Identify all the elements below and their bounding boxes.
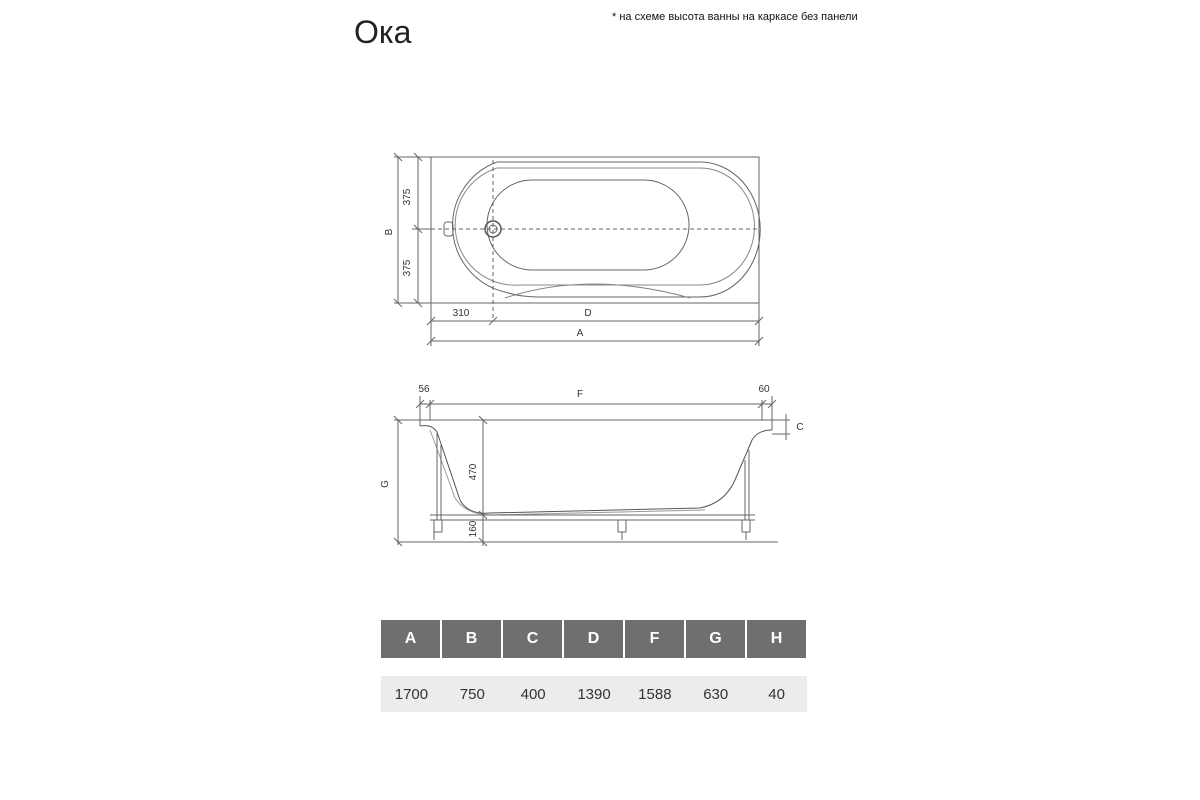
spec-header-d: D bbox=[564, 620, 623, 658]
spec-value-b: 750 bbox=[459, 685, 485, 703]
frame-height-note: * на схеме высота ванны на каркасе без панели bbox=[612, 11, 858, 23]
spec-value-d: 1390 bbox=[577, 685, 611, 703]
spec-header-a: A bbox=[381, 620, 440, 658]
dim-label-d: D bbox=[584, 308, 592, 319]
tub-inner-bowl bbox=[487, 180, 689, 270]
dim-label-375-upper: 375 bbox=[402, 188, 413, 206]
spec-header-c: C bbox=[503, 620, 562, 658]
foot-left bbox=[434, 520, 442, 532]
top-view bbox=[394, 153, 763, 346]
page-title: Ока bbox=[354, 14, 412, 50]
dim-label-60: 60 bbox=[758, 384, 770, 395]
spec-header-h: H bbox=[747, 620, 806, 658]
dim-label-310: 310 bbox=[452, 308, 470, 319]
dim-label-b: B bbox=[384, 228, 395, 236]
spec-header-row bbox=[381, 620, 809, 658]
spec-table bbox=[381, 620, 809, 712]
dim-label-160: 160 bbox=[468, 520, 479, 538]
spec-header-g: G bbox=[686, 620, 745, 658]
tub-lower-bulge bbox=[505, 284, 690, 298]
dim-label-c: C bbox=[796, 422, 804, 433]
spec-header-b: B bbox=[442, 620, 501, 658]
side-view bbox=[394, 396, 790, 546]
spec-value-f: 1588 bbox=[638, 685, 672, 703]
side-view-labels bbox=[380, 384, 804, 537]
spec-header-f: F bbox=[625, 620, 684, 658]
spec-value-row bbox=[381, 676, 807, 712]
spec-value-h: 40 bbox=[768, 685, 785, 703]
dim-label-f: F bbox=[576, 389, 584, 400]
spec-value-c: 400 bbox=[520, 685, 546, 703]
top-view-labels bbox=[384, 188, 592, 339]
spec-value-a: 1700 bbox=[394, 685, 429, 703]
foot-right bbox=[742, 520, 750, 532]
dim-label-470: 470 bbox=[468, 463, 479, 481]
foot-middle bbox=[618, 520, 626, 532]
dim-label-g: G bbox=[380, 480, 391, 488]
dim-label-375-lower: 375 bbox=[402, 259, 413, 277]
dim-label-56: 56 bbox=[418, 384, 430, 395]
dim-label-a: A bbox=[576, 328, 584, 339]
spec-value-g: 630 bbox=[703, 685, 729, 703]
